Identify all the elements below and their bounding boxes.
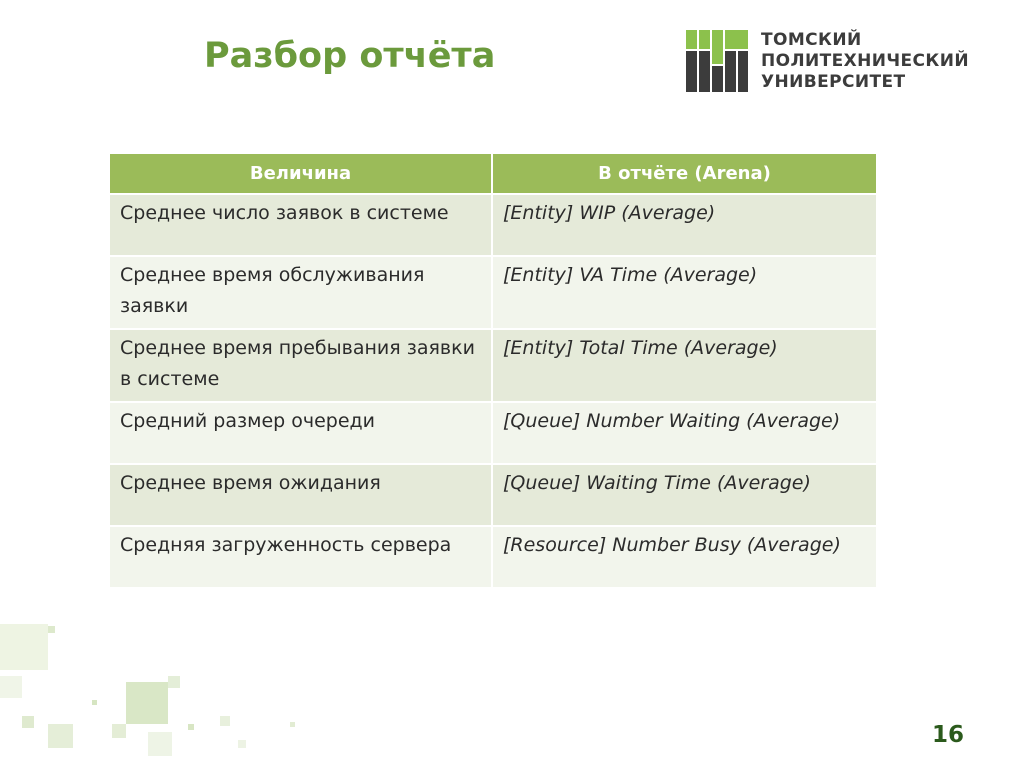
cell-quantity: Среднее число заявок в системе xyxy=(109,194,492,256)
arena-report-table xyxy=(108,152,878,589)
page-number: 16 xyxy=(932,722,965,748)
tpu-logo-icon xyxy=(686,30,748,92)
table-row xyxy=(109,329,877,402)
decorative-squares xyxy=(0,620,320,767)
university-name-line-3: УНИВЕРСИТЕТ xyxy=(761,72,906,92)
cell-quantity: Средняя загруженность сервера xyxy=(109,526,492,588)
university-name-line-1: ТОМСКИЙ xyxy=(761,30,862,50)
table-row xyxy=(109,194,877,256)
header-quantity: Величина xyxy=(109,153,492,194)
cell-quantity: Среднее время пребывания заявки в системе xyxy=(109,329,492,402)
header-arena: В отчёте (Arena) xyxy=(492,153,877,194)
cell-quantity: Среднее время обслуживания заявки xyxy=(109,256,492,329)
cell-arena: [Entity] Total Time (Average) xyxy=(492,329,877,402)
table-row xyxy=(109,526,877,588)
cell-arena: [Queue] Waiting Time (Average) xyxy=(492,464,877,526)
table-row xyxy=(109,402,877,464)
slide-title: Разбор отчёта xyxy=(204,36,496,76)
cell-quantity: Среднее время ожидания xyxy=(109,464,492,526)
university-name xyxy=(761,30,969,93)
university-logo xyxy=(686,30,976,94)
cell-arena: [Entity] WIP (Average) xyxy=(492,194,877,256)
university-name-line-2: ПОЛИТЕХНИЧЕСКИЙ xyxy=(761,51,969,71)
table-row xyxy=(109,256,877,329)
cell-arena: [Resource] Number Busy (Average) xyxy=(492,526,877,588)
table-row xyxy=(109,464,877,526)
cell-arena: [Queue] Number Waiting (Average) xyxy=(492,402,877,464)
table-header-row xyxy=(109,153,877,194)
cell-arena: [Entity] VA Time (Average) xyxy=(492,256,877,329)
cell-quantity: Средний размер очереди xyxy=(109,402,492,464)
